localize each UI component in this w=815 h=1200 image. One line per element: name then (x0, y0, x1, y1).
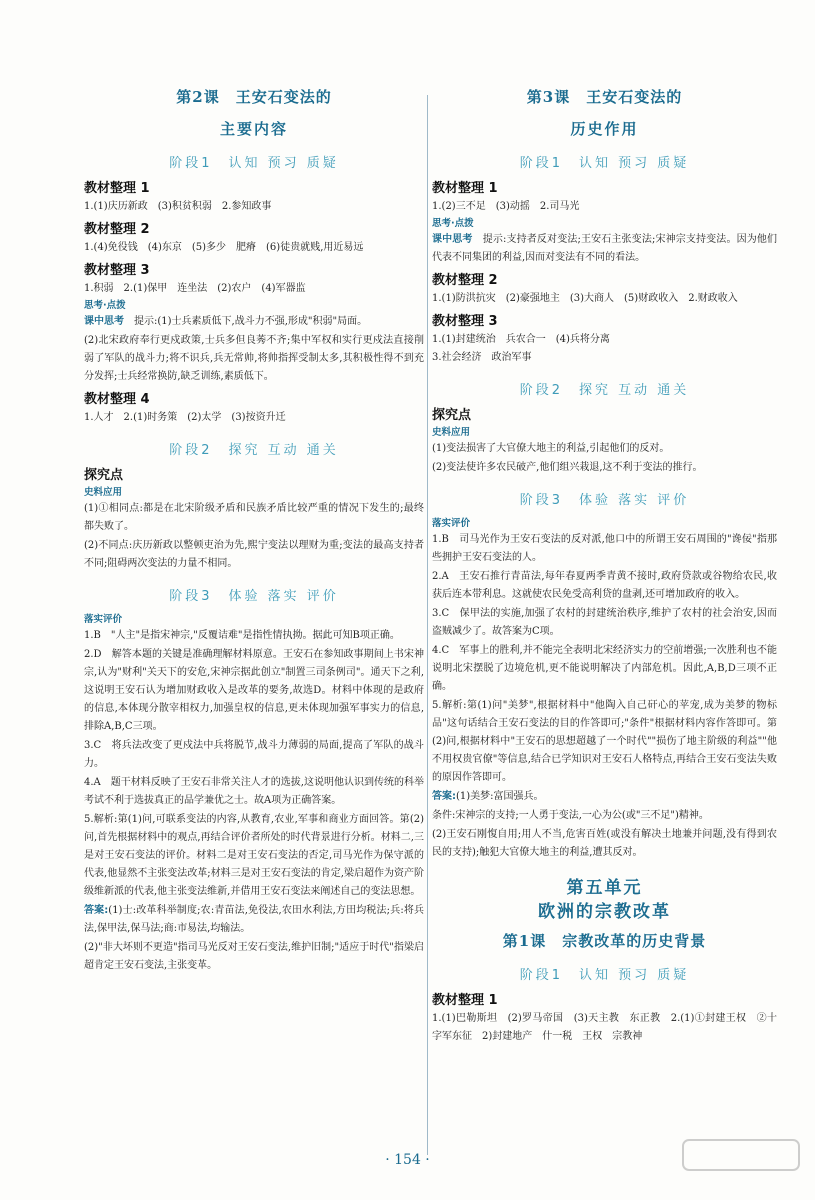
explore-answer: (2)变法使许多农民破产,他们组兴栽退,这不利于变法的推行。 (432, 462, 703, 473)
eval-heading: 落实评价 (84, 614, 123, 625)
column-divider (427, 95, 428, 1155)
think-content: 提示:(1)士兵素质低下,战斗力不强,形成"积弱"局面。 (134, 316, 368, 327)
lesson-title: 第3课 王安石变法的 (526, 88, 683, 106)
section-heading: 教材整理 3 (84, 263, 150, 278)
unit-subtitle: 欧洲的宗教改革 (538, 902, 671, 922)
answer-label: 答案: (432, 791, 456, 802)
think-text (84, 313, 424, 331)
lesson-title: 第1课 宗教改革的历史背景 (502, 932, 707, 950)
stage-heading: 阶段1 认知 预习 质疑 (519, 156, 690, 171)
answer-block (84, 902, 424, 938)
history-heading: 史料应用 (84, 487, 123, 498)
think-heading: 思考·点拨 (432, 218, 474, 229)
answer-text: 3.社会经济 政治军事 (432, 352, 532, 363)
lesson-subtitle: 历史作用 (570, 120, 639, 138)
left-column (84, 86, 424, 976)
answer-text: 1.人才 2.(1)时务策 (2)太学 (3)按资升迁 (84, 412, 286, 423)
answer-text: 1.(1)庆历新政 (3)积贫积弱 2.参知政事 (84, 201, 272, 212)
lesson-title: 第2课 王安石变法的 (176, 88, 332, 106)
explore-answer: (2)不同点:庆历新政以整顿吏治为先,熙宁变法以理财为重;变法的最高支持者不同;阻碍两次变法的力量不相同。 (84, 540, 424, 569)
stage-heading: 阶段1 认知 预习 质疑 (169, 156, 339, 171)
stage-heading: 阶段3 体验 落实 评价 (169, 589, 339, 604)
stage-heading: 阶段3 体验 落实 评价 (519, 493, 690, 508)
section-heading: 教材整理 2 (84, 222, 150, 237)
section-heading: 教材整理 4 (84, 392, 150, 407)
think-label: 课中思考 (84, 316, 124, 327)
eval-answer: 2.D 解答本题的关键是准确理解材料原意。王安石在参知政事期间上书宋神宗,认为"财利"关天下的安危,宋神宗据此创立"制置三司条例司"。通天下之利,这说明王安石认为增加财政收入是改革的要务,故选D。材料中体现的是政府的信息,本体现分散宰相权力,加强皇权的信息,更未体现加强军事实力的信息,排除A,B,C三项。 (84, 649, 424, 732)
unit-title: 第五单元 (566, 878, 643, 898)
explore-heading: 探究点 (84, 468, 124, 483)
answer-text: 1.(2)三不足 (3)动摇 2.司马光 (432, 201, 580, 212)
section-heading: 教材整理 3 (432, 314, 498, 329)
think-text-2: (2)北宋政府奉行更戍政策,士兵多但良莠不齐;集中军权和实行更戍法直接削弱了军队的战斗力;将不识兵,兵无常帅,将帅指挥受制太多,其积极性得不到充分发挥;士兵经常换防,缺乏训练,素质低下。 (84, 335, 424, 382)
eval-answer: 1.B "人主"是指宋神宗,"反覆诘难"是指性情执拗。据此可知B项正确。 (84, 630, 400, 641)
eval-heading: 落实评价 (432, 518, 471, 529)
eval-answer: 4.A 题干材料反映了王安石非常关注人才的选拔,这说明他认识到传统的科举考试不利于选拔真正的品学兼优之士。故A项为正确答案。 (84, 777, 424, 806)
think-content: 提示:支持者反对变法;王安石主张变法;宋神宗支持变法。因为他们代表不同集团的利益,因而对变法有不同的看法。 (432, 234, 778, 263)
answer-text: 1.(1)巴勒斯坦 (2)罗马帝国 (3)天主教 东正教 2.(1)①封建王权 ②十字军东征 2)封建地产 什一税 王权 宗教神 (432, 1013, 777, 1042)
answer-label: 答案: (84, 905, 109, 916)
eval-answer: 3.C 将兵法改变了更戍法中兵将脱节,战斗力薄弱的局面,提高了军队的战斗力。 (84, 740, 424, 769)
explore-answer: (1)①相同点:都是在北宋阶级矛盾和民族矛盾比较严重的情况下发生的;最终都失败了。 (84, 503, 424, 532)
think-label: 课中思考 (432, 234, 473, 245)
answer-content-3: (2)王安石刚愎自用;用人不当,危害百姓(或没有解决土地兼并问题,没有得到农民的支持);触犯大官僚大地主的利益,遭其反对。 (432, 829, 777, 858)
explore-answer: (1)变法损害了大官僚大地主的利益,引起他们的反对。 (432, 443, 670, 454)
stage-heading: 阶段2 探究 互动 通关 (169, 443, 339, 458)
answer-content-2: (2)"非大坏则不更造"指司马光反对王安石变法,维护旧制;"适应于时代"指梁启超肯定王安石变法,主张变革。 (84, 942, 424, 971)
eval-answer: 2.A 王安石推行青苗法,每年春夏两季青黄不接时,政府贷款或谷物给农民,收获后连本带利息。这就使农民免受高利贷的盘剥,还可增加政府的收入。 (432, 571, 777, 600)
section-heading: 教材整理 2 (432, 273, 498, 288)
eval-answer: 1.B 司马光作为王安石变法的反对派,他口中的所谓王安石周围的"谗佞"指那些拥护王安石变法的人。 (432, 534, 777, 563)
answer-text: 1.(4)免役钱 (4)东京 (5)多少 肥瘠 (6)徒贵就贱,用近易远 (84, 242, 364, 253)
watermark-icon (681, 1136, 801, 1190)
history-heading: 史料应用 (432, 427, 471, 438)
page-number: · 154 · (385, 1152, 430, 1168)
unit-header (432, 876, 777, 924)
answer-text: 1.(1)防洪抗灾 (2)豪强地主 (3)大商人 (5)财政收入 2.财政收入 (432, 293, 738, 304)
stage-heading: 阶段2 探究 互动 通关 (519, 383, 690, 398)
section-heading: 教材整理 1 (432, 993, 498, 1008)
explore-heading: 探究点 (432, 408, 472, 423)
think-text (432, 231, 777, 267)
eval-answer: 4.C 军事上的胜利,并不能完全表明北宋经济实力的空前增强;一次胜利也不能说明北宋摆脱了边境危机,更不能说明解决了内部危机。因此,A,B,D三项不正确。 (432, 645, 777, 692)
answer-content: (1)士:改革科举制度;农:青苗法,免役法,农田水利法,方田均税法;兵:将兵法,保甲法,保马法;商:市易法,均输法。 (84, 905, 425, 934)
answer-content: (1)美梦:富国强兵。 (456, 791, 544, 802)
answer-text: 1.积弱 2.(1)保甲 连坐法 (2)农户 (4)军器监 (84, 283, 306, 294)
lesson-subtitle: 主要内容 (219, 120, 288, 138)
eval-answer: 5.解析:第(1)问"美梦",根据材料中"他陶入自己矸心的苹宠,成为美梦的物标品"这句话结合王安石变法的目的作答即可;"条件"根据材料内容作答即可。第(2)问,根据材料中"王安石的思想超越了一个时代""损伤了地主阶级的利益""他不用权贵官僚"等信息,结合已学知识对王安石人格特点,再结合王安石变法失败的原因作答即可。 (432, 700, 777, 783)
section-heading: 教材整理 1 (84, 181, 150, 196)
answer-content-2: 条件:宋神宗的支持;一人勇于变法,一心为公(或"三不足")精神。 (432, 810, 709, 821)
think-heading: 思考·点拨 (84, 300, 126, 311)
answer-block (432, 788, 777, 806)
answer-text: 1.(1)封建统治 兵农合一 (4)兵将分离 (432, 334, 610, 345)
section-heading: 教材整理 1 (432, 181, 498, 196)
eval-answer: 3.C 保甲法的实施,加强了农村的封建统治秩序,维护了农村的社会治安,因而盗贼减少了。故答案为C项。 (432, 608, 777, 637)
stage-heading: 阶段1 认知 预习 质疑 (519, 968, 690, 983)
watermark-logo (681, 1136, 801, 1190)
right-column (432, 86, 777, 1046)
eval-answer: 5.解析:第(1)问,可联系变法的内容,从教育,农业,军事和商业方面回答。第(2)问,首先根据材料中的观点,再结合评价者所处的时代背景进行分析。材料二,三是对王安石变法的评价。材料二是对王安石变法的否定,司马光作为保守派的代表,他显然不主张变法改革;材料三是对王安石变法的肯定,梁启超作为资产阶级维新派的代表,他主张变法维新,并借用王安石变法来阐述自己的变法思想。 (84, 814, 424, 897)
